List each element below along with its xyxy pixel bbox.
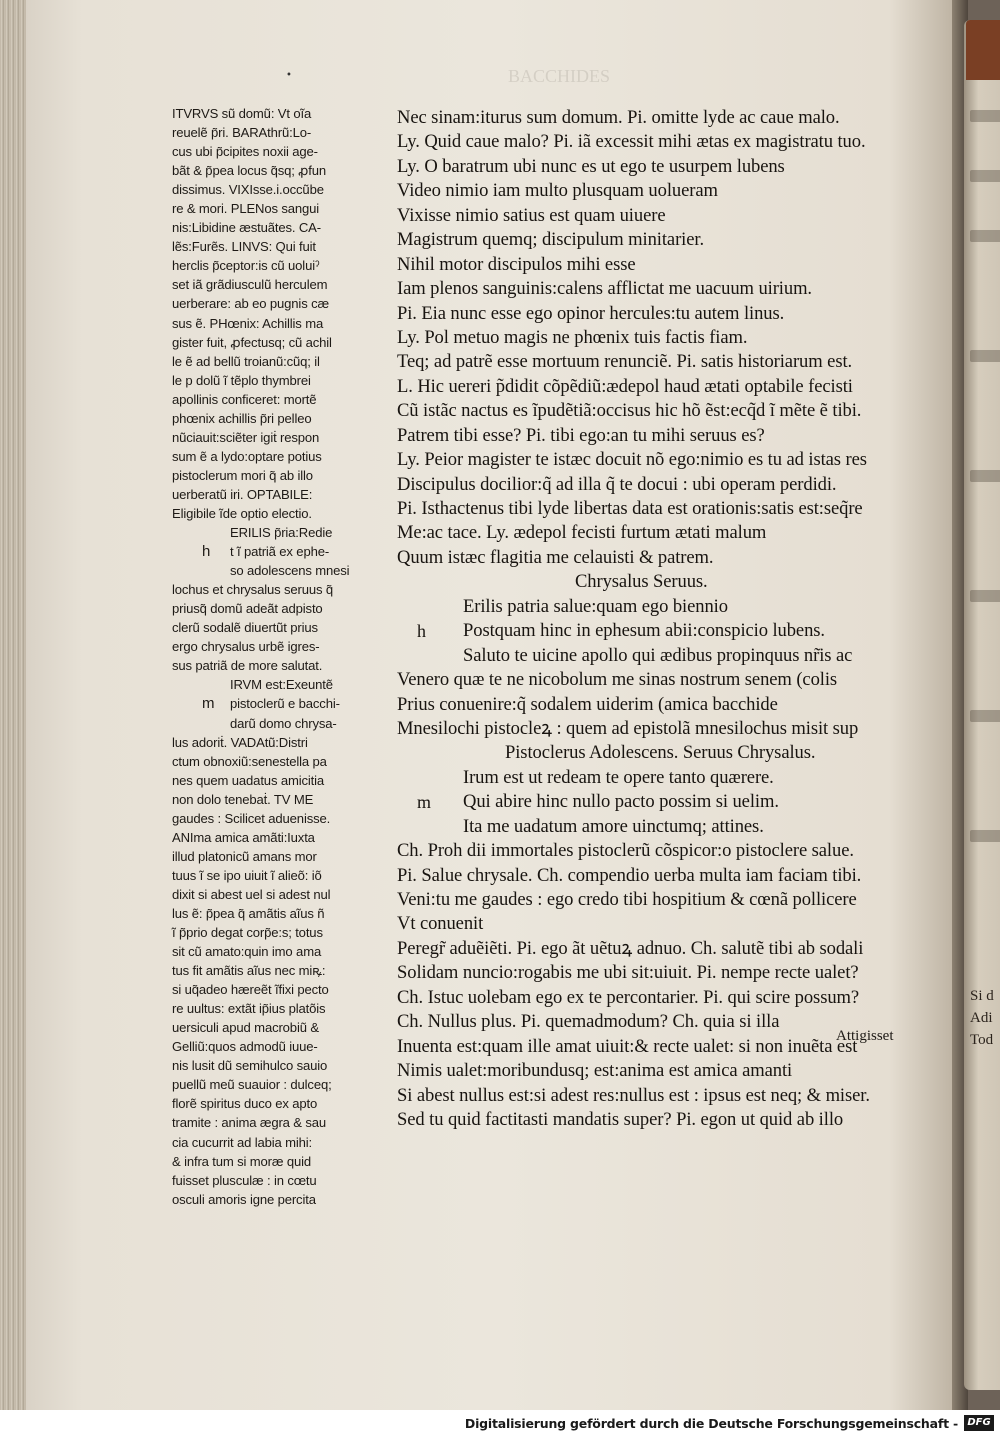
verse-line: Video nimio iam multo plusquam uolueram bbox=[397, 180, 718, 202]
commentary-line: herclis p̃ceptor:is cũ uoluiˀ bbox=[172, 258, 320, 274]
commentary-line: darũ domo chrysa- bbox=[230, 715, 337, 731]
commentary-line: tus fit amãtis aĩus nec miꝶ: bbox=[172, 963, 326, 979]
commentary-line: priusq̃ domũ adeãt adpisto bbox=[172, 601, 323, 617]
recto-page-edge bbox=[964, 20, 1000, 1390]
ghost-line bbox=[970, 350, 1000, 362]
next-page-fragment: Si d bbox=[970, 988, 994, 1004]
printer-mark: • bbox=[286, 70, 292, 81]
commentary-line: re & mori. PLENos sangui bbox=[172, 201, 320, 217]
guide-letter: m bbox=[417, 792, 431, 813]
commentary-line: phœnix achillis p̃ri pelleo bbox=[172, 410, 312, 426]
commentary-line: gister fuit, ꝓfectusq; cũ achil bbox=[172, 334, 332, 350]
verse-line: Iam plenos sanguinis:calens afflictat me uacuum uirium. bbox=[397, 278, 812, 300]
funding-notice: Digitalisierung gefördert durch die Deutsche Forschungsgemeinschaft - bbox=[464, 1416, 958, 1431]
commentary-line: sus patriã de more salutat. bbox=[172, 658, 323, 674]
commentary-line: tramite : anima ægra & sau bbox=[172, 1115, 327, 1131]
verse-line: Me:ac tace. Ly. ædepol fecisti furtum ætati malum bbox=[397, 522, 767, 544]
verse-line: Patrem tibi esse? Pi. tibi ego:an tu mihi seruus es? bbox=[397, 424, 765, 446]
verse-line bbox=[397, 790, 952, 814]
verse-line-text: Qui abire hinc nullo pacto possim si uelim. bbox=[463, 791, 779, 813]
commentary-line: gaudes : Scilicet aduenisse. bbox=[172, 810, 331, 826]
commentary-line: re uultus: extãt ip̃ius platõis bbox=[172, 1001, 326, 1017]
commentary-line: dixit si abest uel si adest nul bbox=[172, 886, 331, 902]
commentary-line: fuisset plusculæ : in cœtu bbox=[172, 1172, 317, 1188]
verse-line: Inuenta est:quam ille amat uiuit:& recte ualet: si non inuẽta est bbox=[397, 1035, 858, 1057]
verse-column bbox=[397, 106, 952, 1132]
verse-line: Ita me uadatum amore uinctumq; attines. bbox=[463, 815, 764, 837]
verse-line: Erilis patria salue:quam ego biennio bbox=[463, 595, 728, 617]
verse-line: Nec sinam:iturus sum domum. Pi. omitte lyde ac caue malo. bbox=[397, 107, 840, 128]
dfg-logo-icon: DFG bbox=[964, 1415, 994, 1431]
ghost-line bbox=[970, 470, 1000, 482]
verse-line: Ly. Quid caue malo? Pi. iã excessit mihi ætas ex magistratu tuo. bbox=[397, 131, 866, 153]
verse-line-text: Postquam hinc in ephesum abii:conspicio lubens. bbox=[463, 620, 825, 642]
commentary-line: nis:Libidine æstuãtes. CA- bbox=[172, 220, 321, 236]
commentary-line: bãt & p̃pea locus q̃sq; ꝓfun bbox=[172, 163, 327, 179]
verse-line: Ch. Nullus plus. Pi. quemadmodum? Ch. quia si illa bbox=[397, 1011, 780, 1033]
verse-line: L. Hic uereri p̃didit cõpẽdiũ:ædepol haud ætati optabile fecisti bbox=[397, 375, 853, 397]
page-edges-left bbox=[0, 0, 28, 1410]
commentary-line: lus adoriṫ. VADAtũ:Distri bbox=[172, 734, 308, 750]
commentary-line: uerberare: ab eo pugnis cæ bbox=[172, 296, 329, 312]
commentary-line bbox=[172, 542, 396, 561]
commentary-line: nũciauit:sciẽter igiṫ respon bbox=[172, 429, 320, 445]
ghost-line bbox=[970, 110, 1000, 122]
commentary-line: cus ubi p̃cipites noxii age- bbox=[172, 144, 318, 160]
commentary-line: Eligibile ĩde optio electio. bbox=[172, 505, 312, 521]
commentary-column bbox=[172, 104, 396, 1209]
ghost-line bbox=[970, 830, 1000, 842]
verse-line: Ly. Pol metuo magis ne phœnix tuis factis fiam. bbox=[397, 326, 748, 348]
commentary-line: ctum obnoxiũ:senestella pa bbox=[172, 753, 327, 769]
commentary-line: non dolo tenebaṫ. TV ME bbox=[172, 791, 314, 807]
commentary-line: florẽ spiritus duco ex apto bbox=[172, 1096, 318, 1112]
commentary-line: set iã grãdiusculũ herculem bbox=[172, 277, 328, 293]
commentary-line: nis lusit dũ semihulco sauio bbox=[172, 1058, 328, 1074]
commentary-line: si uq̃adeo hæreẽt ĩfixi pecto bbox=[172, 982, 329, 998]
commentary-line: reuelẽ p̃ri. BARAthrũ:Lo- bbox=[172, 125, 312, 141]
verse-line: Peregr̃ aduẽiẽti. Pi. ego ãt uẽtuꝝ adnuo. Ch. salutẽ tibi ab sodali bbox=[397, 937, 864, 959]
ghost-line bbox=[970, 170, 1000, 182]
verse-line: Pi. Isthactenus tibi lyde libertas data est orationis:satis est:seq̃re bbox=[397, 498, 863, 519]
bookmark-tab bbox=[966, 20, 1000, 80]
commentary-line: ĩ p̃prio degat corp̃e:s; totus bbox=[172, 925, 323, 941]
next-page-fragment: Tod bbox=[970, 1032, 994, 1048]
commentary-line: sus ẽ. PHœnix: Achillis ma bbox=[172, 315, 324, 331]
commentary-line: ERILIS p̃ria:Redie bbox=[230, 525, 333, 541]
verse-line: Veni:tu me gaudes : ego credo tibi hospitium & cœnã pollicere bbox=[397, 889, 857, 910]
verse-line: Venero quæ te ne nicobolum me sinas nostrum senem (colis bbox=[397, 669, 838, 691]
ghost-line bbox=[970, 710, 1000, 722]
commentary-line: illud platonicũ amans mor bbox=[172, 848, 317, 864]
verse-line: Ch. Proh dii immortales pistoclerũ cõspicor:o pistoclere salue. bbox=[397, 840, 854, 862]
commentary-line: le ẽ ad bellũ troianũ:cũq; il bbox=[172, 353, 320, 369]
commentary-line: uersiculi apud macrobiũ & bbox=[172, 1020, 319, 1036]
verse-line: Ch. Istuc uolebam ego ex te percontarier. Pi. qui scire possum? bbox=[397, 986, 860, 1008]
verse-line: Prius conuenire:q̃ sodalem uiderim (amica bacchide bbox=[397, 693, 778, 715]
guide-letter: h bbox=[202, 543, 211, 561]
guide-letter: m bbox=[202, 695, 215, 713]
commentary-line: clerũ sodalẽ diuertũt prius bbox=[172, 620, 318, 636]
verse-line: Si abest nullus est:si adest res:nullus est : ipsus est neq; & miser. bbox=[397, 1084, 870, 1106]
scene-heading: Chrysalus Seruus. bbox=[575, 571, 708, 593]
commentary-line: dissimus. VIXIsse.i.occũbe bbox=[172, 182, 324, 198]
footer-bar bbox=[0, 1410, 1000, 1437]
commentary-line: cia cucurrit ad labia mihi: bbox=[172, 1134, 313, 1150]
verse-line: Irum est ut redeam te opere tanto quærere. bbox=[463, 766, 774, 788]
verse-line: Vt conuenit bbox=[397, 913, 484, 935]
verse-line: Vixisse nimio satius est quam uiuere bbox=[397, 204, 666, 226]
commentary-line: apollinis conficeret: mortẽ bbox=[172, 391, 317, 407]
verse-line: Mnesilochi pistocleꝝ : quem ad epistolã mnesilochus misit sup bbox=[397, 717, 859, 739]
commentary-line: ergo chrysalus urbẽ igres- bbox=[172, 639, 320, 655]
verse-line: Nimis ualet:moribundusq; est:anima est amica amanti bbox=[397, 1060, 793, 1082]
commentary-line: uerberatũ iri. OPTABILE: bbox=[172, 486, 313, 502]
next-page-fragment: Adi bbox=[970, 1010, 993, 1026]
commentary-line: & infra tum si moræ quid bbox=[172, 1153, 312, 1169]
commentary-line-text: pistoclerũ e bacchi- bbox=[230, 696, 340, 712]
catchword: Attigisset bbox=[836, 1028, 894, 1044]
commentary-line: tuus ĩ se ipo uiuit ĩ alieõ: iõ bbox=[172, 867, 322, 883]
commentary-line: sum ẽ a lydo:optare potius bbox=[172, 448, 322, 464]
commentary-line: pistoclerum mori q̃ ab illo bbox=[172, 467, 313, 483]
commentary-line: Gelliũ:quos admodũ iuue- bbox=[172, 1039, 318, 1055]
commentary-line: ANIma amica amãti:Iuxta bbox=[172, 829, 315, 845]
guide-letter: h bbox=[417, 621, 426, 642]
commentary-line: lochus et chrysalus seruus q̃ bbox=[172, 582, 334, 598]
verse-line: Sed tu quid factitasti mandatis super? Pi. egon ut quid ab illo bbox=[397, 1108, 844, 1130]
verse-line: Cũ istãc nactus es ĩpudẽtiã:occisus hic hõ ẽst:ecq̃d ĩ mẽte ẽ tibi. bbox=[397, 400, 862, 422]
ghost-line bbox=[970, 590, 1000, 602]
verse-line: Discipulus docilior:q̃ ad illa q̃ te docui : ubi operam perdidi. bbox=[397, 473, 837, 495]
scene-heading: Pistoclerus Adolescens. Seruus Chrysalus. bbox=[505, 742, 816, 764]
commentary-line: lus ẽ: p̃pea q̃ amãtis aĩus ñ bbox=[172, 905, 325, 921]
verse-line: Solidam nuncio:rogabis me ubi sit:uiuit. Pi. nempe recte ualet? bbox=[397, 962, 859, 984]
verse-line: Ly. Peior magister te istæc docuit nõ ego:nimio es tu ad istas res bbox=[397, 449, 867, 471]
verse-line: Teq; ad patrẽ esse mortuum renunciẽ. Pi. satis historiarum est. bbox=[397, 351, 853, 373]
ghost-line bbox=[970, 230, 1000, 242]
verse-line: Saluto te uicine apollo qui ædibus propinquus nr̃is ac bbox=[463, 644, 853, 666]
commentary-line: so adolescens mnesi bbox=[230, 563, 350, 579]
verse-line: Ly. O baratrum ubi nunc es ut ego te usurpem lubens bbox=[397, 155, 785, 177]
commentary-line: nes quem uadatus amicitia bbox=[172, 772, 325, 788]
commentary-line: lẽs:Furẽs. LINVS: Qui fuit bbox=[172, 239, 316, 255]
verse-line: Pi. Salue chrysale. Ch. compendio uerba multa iam faciam tibi. bbox=[397, 864, 862, 886]
commentary-line: IRVM est:Exeuntẽ bbox=[230, 677, 333, 693]
bleed-through-text: BACCHIDES bbox=[508, 66, 611, 86]
commentary-line: sit cũ amato:quin imo ama bbox=[172, 944, 322, 960]
verse-line: Pi. Eia nunc esse ego opinor hercules:tu autem linus. bbox=[397, 302, 785, 324]
commentary-line: osculi amoris igne percita bbox=[172, 1191, 316, 1207]
commentary-line: le p dolũ ĩ tẽplo thymbrei bbox=[172, 372, 311, 388]
verse-line: Nihil motor discipulos mihi esse bbox=[397, 253, 636, 275]
verse-line bbox=[397, 619, 952, 643]
commentary-line: puellũ meũ suauior : dulceq; bbox=[172, 1077, 332, 1093]
verse-line: Magistrum quemq; discipulum minitarier. bbox=[397, 229, 704, 251]
commentary-line-text: t ĩ patriã ex ephe- bbox=[230, 544, 330, 560]
commentary-line: ITVRVS sũ domũ: Vt oĩa bbox=[172, 106, 312, 121]
commentary-line bbox=[172, 694, 396, 713]
verse-line: Quum istæc flagitia me celauisti & patrem. bbox=[397, 546, 714, 568]
